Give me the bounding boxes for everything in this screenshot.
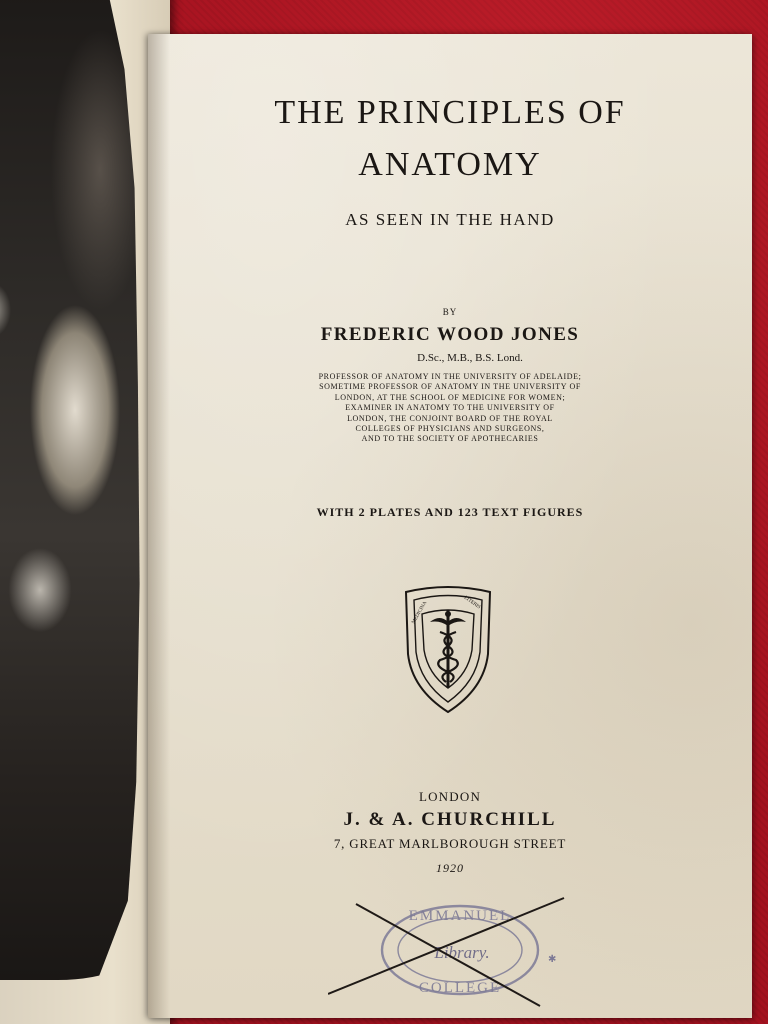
stamp-top-text: EMMANUEL: [408, 908, 512, 924]
frontispiece-page: [0, 0, 170, 1024]
author-degrees: D.Sc., M.B., B.S. Lond.: [417, 352, 523, 364]
book-title-line-1: THE PRINCIPLES OF: [274, 94, 626, 131]
library-stamp: [328, 884, 588, 1014]
credential-line: EXAMINER IN ANATOMY TO THE UNIVERSITY OF: [345, 403, 555, 413]
author-name: FREDERIC WOOD JONES: [320, 324, 580, 345]
by-label: BY: [442, 307, 458, 317]
credential-line: PROFESSOR OF ANATOMY IN THE UNIVERSITY OF ADELAIDE;: [318, 372, 582, 381]
stamp-star-icon: ✱: [548, 954, 557, 965]
publication-year: 1920: [436, 861, 464, 875]
caduceus-shield-icon: [400, 584, 496, 714]
credential-line: LONDON, THE CONJOINT BOARD OF THE ROYAL: [347, 413, 553, 423]
credential-line: SOMETIME PROFESSOR OF ANATOMY IN THE UNIVERSITY OF: [319, 382, 581, 392]
book-title-line-2: ANATOMY: [358, 146, 542, 183]
frontispiece-plate-image: [0, 0, 148, 980]
credential-line: LONDON, AT THE SCHOOL OF MEDICINE FOR WOMEN;: [334, 392, 566, 402]
stamp-bottom-text: COLLEGE: [418, 980, 502, 996]
publisher-address: 7, GREAT MARLBOROUGH STREET: [333, 836, 567, 851]
credential-line: AND TO THE SOCIETY OF APOTHECARIES: [361, 434, 539, 444]
title-page: [148, 34, 752, 1018]
credential-line: COLLEGES OF PHYSICIANS AND SURGEONS,: [355, 424, 545, 434]
emblem-motto-left: MEDICINA: [411, 600, 429, 625]
stamp-middle-text: Library.: [434, 943, 490, 962]
emblem-motto-right: LITERIS: [462, 595, 481, 611]
publication-city: LONDON: [418, 789, 482, 804]
author-credentials: [148, 372, 752, 445]
publisher-name: J. & A. CHURCHILL: [343, 809, 557, 830]
book-subtitle: AS SEEN IN THE HAND: [345, 210, 555, 229]
plates-note: WITH 2 PLATES AND 123 TEXT FIGURES: [316, 505, 584, 519]
